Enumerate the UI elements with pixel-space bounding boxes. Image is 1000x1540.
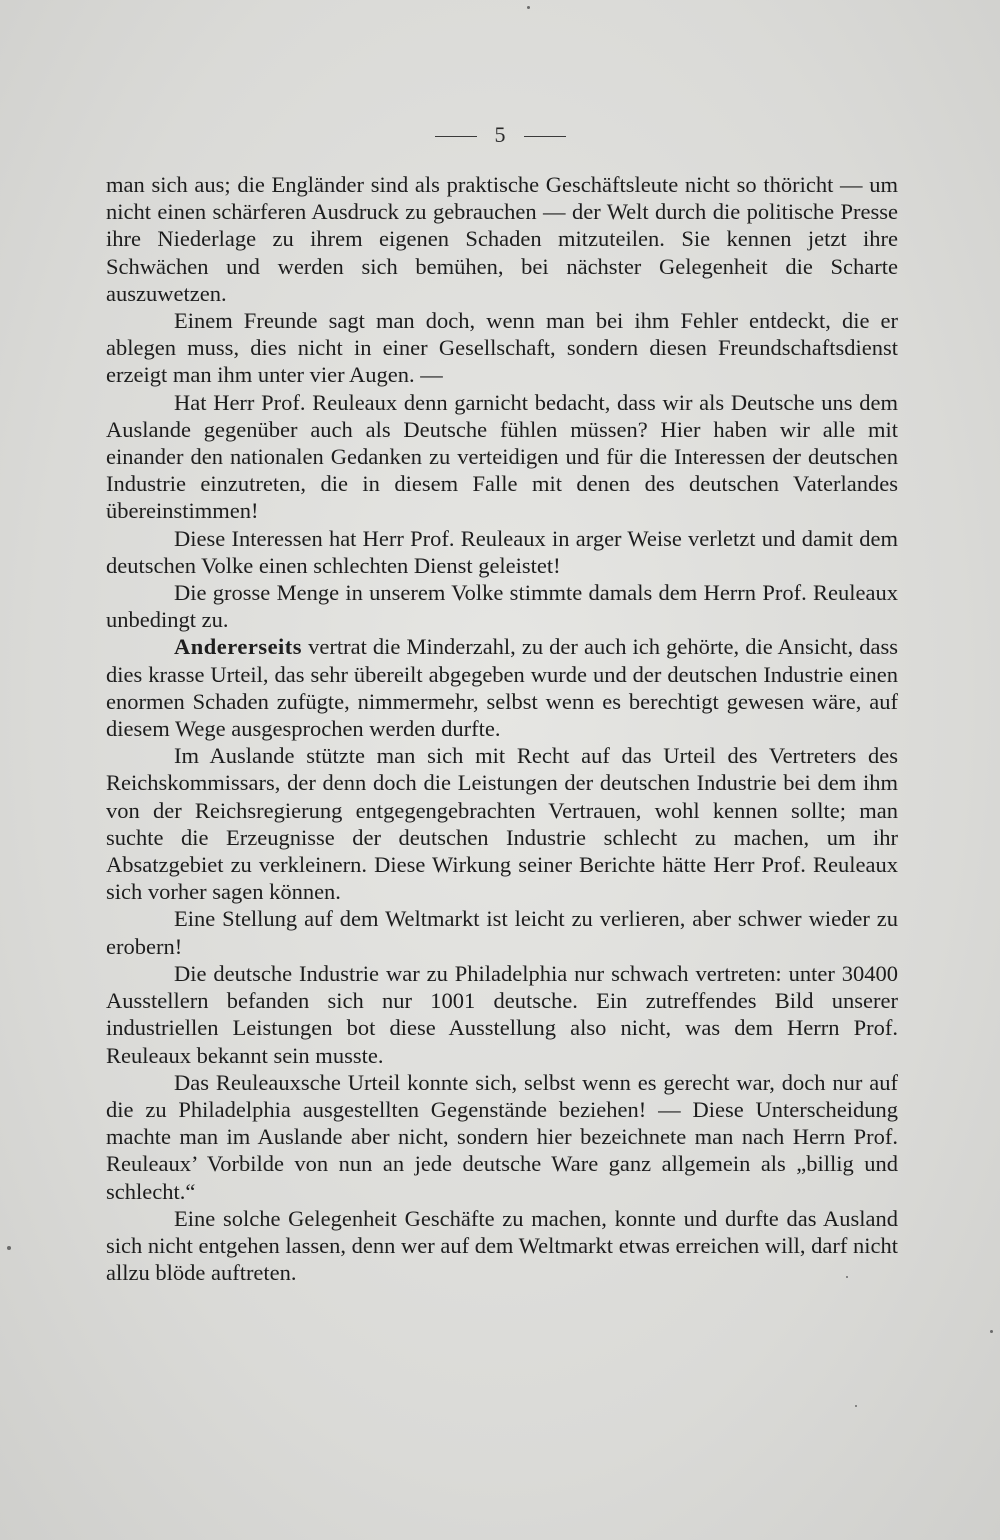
paragraph-1: man sich aus; die Engländer sind als praktische Geschäftsleute nicht so thöricht — um nicht einen schärferen Ausdruck zu gebrauchen — der Welt durch die politische Presse ihre Niederlage zu ihrem eigenen Schaden mitzuteilen. Sie kennen jetzt ihre Schwächen und werden sich bemühen, bei nächster Gelegenheit die Scharte auszuwetzen. [106,172,898,306]
paper-speck [990,1330,993,1333]
paragraph-6 [106,633,898,742]
paragraph-2: Einem Freunde sagt man doch, wenn man bei ihm Fehler entdeckt, die er ablegen muss, dies nicht in einer Gesellschaft, sondern diesen Freundschaftsdienst erzeigt man ihm unter vier Augen. — [106,308,898,388]
paragraph-3: Hat Herr Prof. Reuleaux denn garnicht bedacht, dass wir als Deutsche uns dem Auslande gegenüber auch als Deutsche fühlen müssen? Hier haben wir alle mit einander den nationalen Gedanken zu verteidigen und für die Interessen der deutschen Industrie einzutreten, die in diesem Falle mit denen des deutschen Vaterlandes übereinstimmen! [106,389,898,524]
paragraph-8: Eine Stellung auf dem Weltmarkt ist leicht zu verlieren, aber schwer wieder zu erobern! [106,906,898,959]
paragraph-11: Eine solche Gelegenheit Geschäfte zu machen, konnte und durfte das Ausland sich nicht entgehen lassen, denn wer auf dem Weltmarkt etwas erreichen will, darf nicht allzu blöde auftreten. [106,1205,898,1286]
paper-speck [846,1276,848,1278]
header-rule-right [524,136,566,137]
paper-speck [7,1246,11,1250]
emphasized-lead-word: Andererseits [174,634,303,660]
paragraph-7: Im Auslande stützte man sich mit Recht auf das Urteil des Vertreters des Reichskommissars, der denn doch die Leistungen der deutschen Industrie bei dem ihm von der Reichsregierung entgegengebrachten Vertrauen, wohl kennen sollte; man suchte die Erzeugnisse der deutschen Industrie schlecht zu machen, um ihr Absatzgebiet zu verkleinern. Diese Wirkung seiner Berichte hätte Herr Prof. Reuleaux sich vorher sagen können. [106,743,898,905]
paragraph-10: Das Reuleauxsche Urteil konnte sich, selbst wenn es gerecht war, doch nur auf die zu Philadelphia ausgestellten Gegenstände beziehen! — Diese Unterscheidung machte man im Auslande aber nicht, sondern hier bezeichnete man nach Herrn Prof. Reuleaux’ Vorbilde von nun an jede deutsche Ware ganz allgemein als „billig und schlecht.“ [106,1069,898,1204]
paragraph-9: Die deutsche Industrie war zu Philadelphia nur schwach vertreten: unter 30400 Ausstellern befanden sich nur 1001 deutsche. Ein zutreffendes Bild unserer industriellen Leistungen bot diese Ausstellung also nicht, was dem Herrn Prof. Reuleaux bekannt sein musste. [106,960,898,1068]
page-number: 5 [494,122,506,147]
paper-speck [855,1405,857,1407]
body-text [106,171,898,1286]
paragraph-4: Diese Interessen hat Herr Prof. Reuleaux in arger Weise verletzt und damit dem deutschen Volke einen schlechten Dienst geleistet! [106,525,898,578]
paragraph-5: Die grosse Menge in unserem Volke stimmte damals dem Herrn Prof. Reuleaux unbedingt zu. [106,580,898,633]
page-header [0,122,1000,148]
header-rule-left [435,136,477,137]
paper-speck [527,6,530,9]
paragraph-6-text: vertrat die Minderzahl, zu der auch ich gehörte, die Ansicht, dass dies krasse Urteil, das sehr übereilt abgegeben wurde und der deutschen Industrie einen enormen Schaden zufügte, nimmermehr, selbst wenn es berechtigt gewesen wäre, auf diesem Wege ausgesprochen werden durfte. [106,634,898,742]
